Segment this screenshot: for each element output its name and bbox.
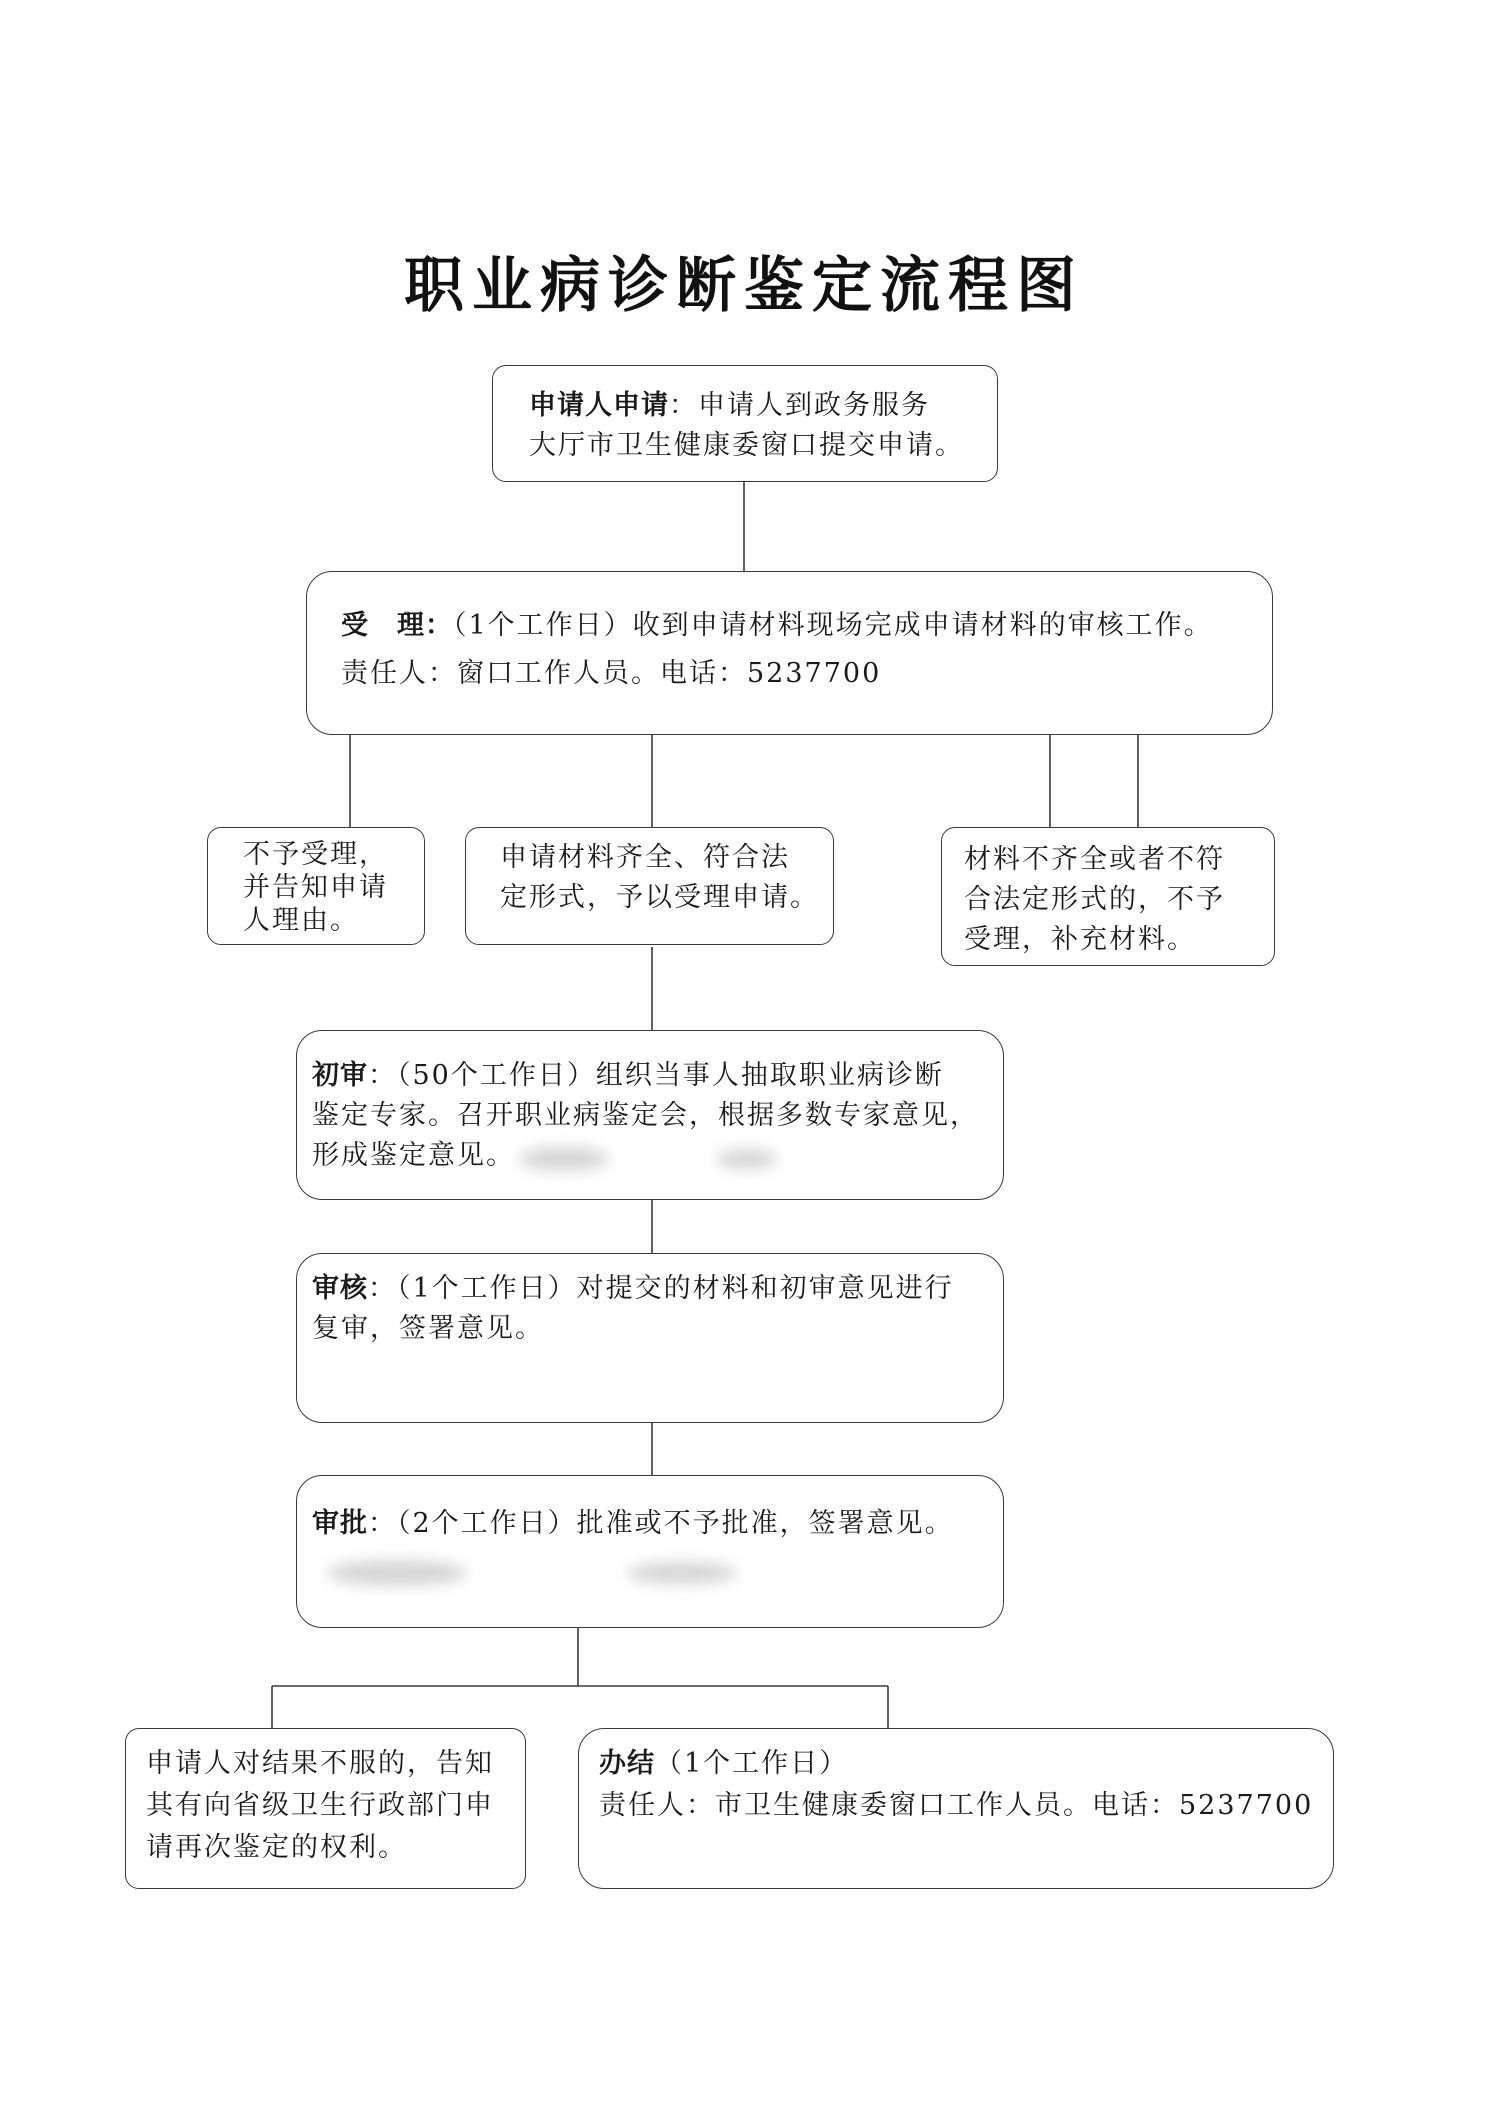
reject-box (207, 827, 425, 945)
reject-line-3: 人理由。 (243, 905, 359, 936)
appeal-line-1: 申请人对结果不服的，告知 (146, 1748, 494, 1779)
accept-text-2: 责任人：窗口工作人员。电话：5237700 (341, 658, 882, 689)
audit-label: 审核 (312, 1273, 368, 1304)
audit-text-1: ：（1个工作日）对提交的材料和初审意见进行 (368, 1273, 954, 1304)
first-review-text-3: 形成鉴定意见。 (312, 1140, 515, 1171)
appeal-line-3: 请再次鉴定的权利。 (146, 1832, 407, 1863)
apply-text-2: 大厅市卫生健康委窗口提交申请。 (529, 430, 964, 461)
reject-line-1: 不予受理， (243, 839, 388, 870)
incomplete-line-3: 受理，补充材料。 (964, 924, 1196, 955)
audit-text-2: 复审，签署意见。 (312, 1313, 544, 1344)
incomplete-box (941, 827, 1275, 966)
incomplete-line-1: 材料不齐全或者不符 (964, 844, 1225, 875)
finish-text-1: （1个工作日） (655, 1748, 849, 1779)
redaction-smudge (327, 1560, 467, 1586)
first-review-text-2: 鉴定专家。召开职业病鉴定会，根据多数专家意见， (312, 1100, 979, 1131)
appeal-box (125, 1728, 526, 1889)
apply-text-1: ：申请人到政务服务 (669, 390, 930, 421)
audit-box (296, 1253, 1004, 1423)
incomplete-line-2: 合法定形式的，不予 (964, 884, 1225, 915)
approve-text-1: ：（2个工作日）批准或不予批准，签署意见。 (368, 1508, 954, 1539)
first-review-box (296, 1030, 1004, 1200)
redaction-smudge (519, 1147, 609, 1171)
finish-text-2: 责任人：市卫生健康委窗口工作人员。电话：5237700 (599, 1790, 1314, 1821)
first-review-text-1: ：（50个工作日）组织当事人抽取职业病诊断 (368, 1060, 944, 1091)
accept-box (306, 571, 1273, 735)
approve-label: 审批 (312, 1508, 368, 1539)
apply-box (492, 365, 998, 482)
accept-label: 受 理： (341, 610, 453, 641)
finish-label: 办结 (599, 1748, 655, 1779)
apply-label: 申请人申请 (529, 390, 669, 421)
redaction-smudge (627, 1562, 737, 1584)
complete-box (465, 827, 834, 945)
reject-line-2: 并告知申请 (243, 872, 388, 903)
page-title: 职业病诊断鉴定流程图 (404, 251, 1084, 321)
redaction-smudge (717, 1149, 777, 1169)
approve-box (296, 1475, 1004, 1628)
finish-box (578, 1728, 1334, 1889)
complete-line-1: 申请材料齐全、符合法 (500, 842, 790, 873)
first-review-label: 初审 (312, 1060, 368, 1091)
complete-line-2: 定形式，予以受理申请。 (500, 882, 819, 913)
accept-text-1: （1个工作日）收到申请材料现场完成申请材料的审核工作。 (453, 610, 1213, 641)
appeal-line-2: 其有向省级卫生行政部门申 (146, 1790, 494, 1821)
